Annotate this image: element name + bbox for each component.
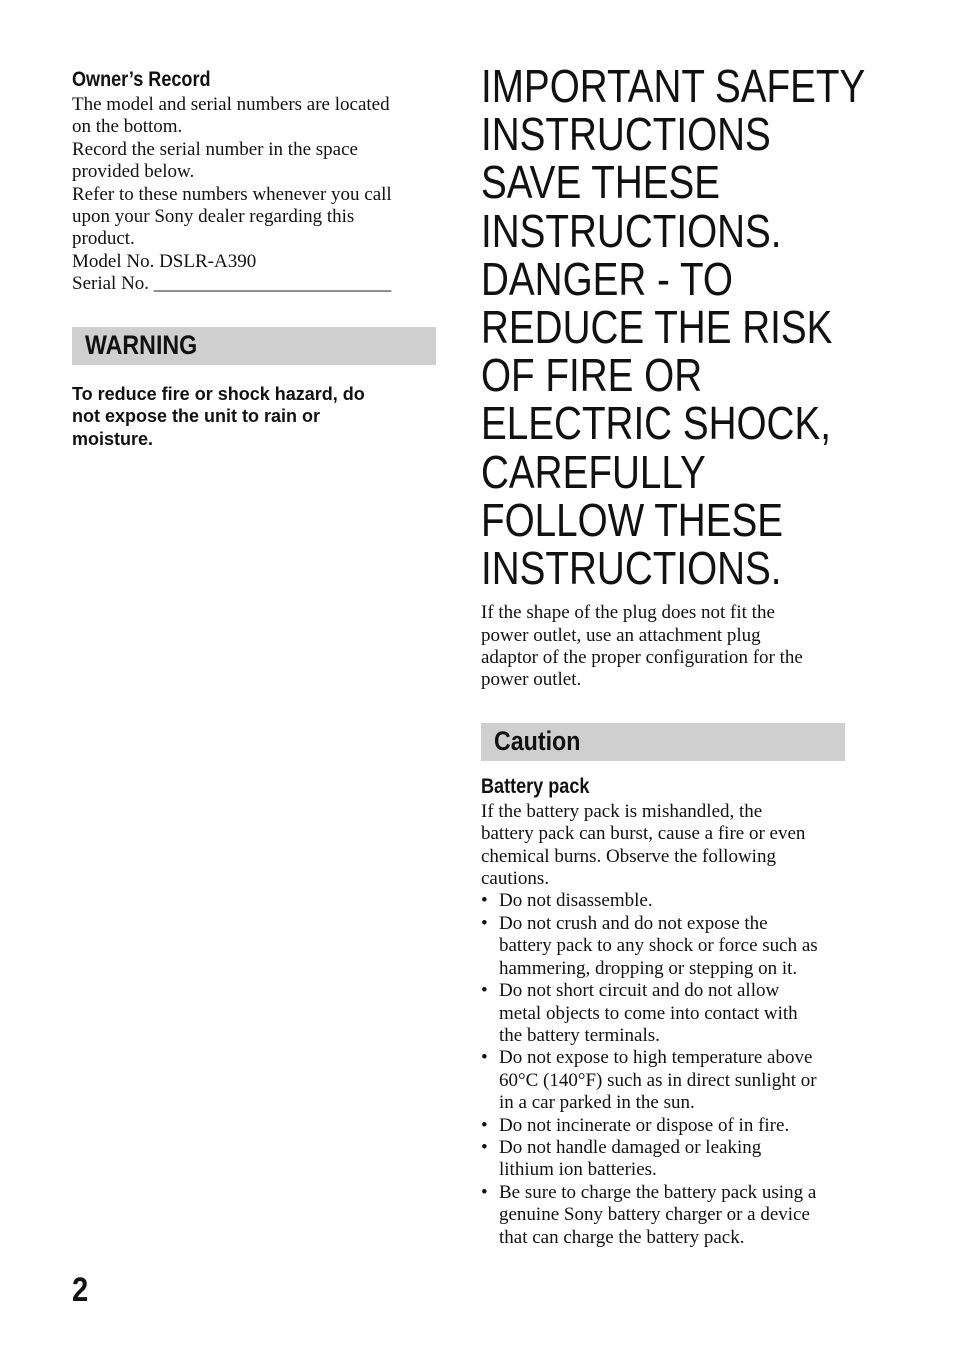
list-item-line: hammering, dropping or stepping on it. xyxy=(499,957,798,979)
battery-intro xyxy=(481,801,845,891)
safety-instructions-title xyxy=(481,60,866,595)
list-item-line: Do not disassemble. xyxy=(499,890,653,912)
list-item-line: 60°C (140°F) such as in direct sunlight or xyxy=(499,1069,817,1091)
list-item-line: metal objects to come into contact with xyxy=(499,1002,798,1024)
warning-line: moisture. xyxy=(72,429,154,450)
plug-note-line: power outlet. xyxy=(481,669,582,691)
safety-title-line: IMPORTANT SAFETY xyxy=(481,60,866,112)
owners-record-line: product. xyxy=(72,228,135,250)
bullet-icon: • xyxy=(481,1136,488,1158)
battery-intro-line: cautions. xyxy=(481,868,550,890)
list-item-line: in a car parked in the sun. xyxy=(499,1092,695,1114)
list-item-line: Do not short circuit and do not allow xyxy=(499,980,780,1002)
model-number: Model No. DSLR-A390 xyxy=(72,250,257,272)
bullet-icon: • xyxy=(481,912,488,934)
list-item-line: Do not handle damaged or leaking xyxy=(499,1136,762,1158)
list-item-line: the battery terminals. xyxy=(499,1024,660,1046)
list-item xyxy=(481,913,845,980)
list-item xyxy=(481,890,845,912)
caution-section-bar xyxy=(481,723,845,761)
list-item-line: battery pack to any shock or force such as xyxy=(499,935,818,957)
bullet-icon: • xyxy=(481,1114,488,1136)
safety-title-line: CAREFULLY xyxy=(481,445,706,498)
serial-number-blank: Serial No. _________________________ xyxy=(72,273,392,295)
list-item xyxy=(481,980,845,1047)
list-item-line: Do not incinerate or dispose of in fire. xyxy=(499,1114,790,1136)
plug-note-line: power outlet, use an attachment plug xyxy=(481,624,761,646)
list-item xyxy=(481,1182,845,1249)
list-item-line: Do not expose to high temperature above xyxy=(499,1047,813,1069)
safety-title-line: INSTRUCTIONS xyxy=(481,108,771,161)
battery-pack-heading: Battery pack xyxy=(481,774,590,798)
safety-title-line: DANGER - TO xyxy=(481,252,733,305)
bullet-icon: • xyxy=(481,980,488,1002)
warning-title: WARNING xyxy=(85,330,198,361)
plug-note-line: adaptor of the proper configuration for the xyxy=(481,647,803,669)
list-item xyxy=(481,1047,845,1114)
safety-title-line: REDUCE THE RISK xyxy=(481,301,833,354)
list-item-line: genuine Sony battery charger or a device xyxy=(499,1204,810,1226)
bullet-icon: • xyxy=(481,1181,488,1203)
plug-note-line: If the shape of the plug does not fit the xyxy=(481,602,775,624)
battery-intro-line: If the battery pack is mishandled, the xyxy=(481,800,763,822)
owners-record-line: provided below. xyxy=(72,161,195,183)
safety-title-line: SAVE THESE xyxy=(481,156,721,209)
owners-record-line: Record the serial number in the space xyxy=(72,138,358,160)
owners-record-heading: Owner’s Record xyxy=(72,68,211,91)
caution-title: Caution xyxy=(494,726,581,757)
bullet-icon: • xyxy=(481,1047,488,1069)
list-item xyxy=(481,1137,845,1182)
bullet-icon: • xyxy=(481,890,488,912)
warning-section-bar xyxy=(72,327,436,365)
owners-record-text xyxy=(72,94,436,296)
list-item xyxy=(481,1115,845,1137)
safety-title-line: INSTRUCTIONS. xyxy=(481,204,782,257)
safety-title-line: OF FIRE OR xyxy=(481,349,703,402)
list-item-line: lithium ion batteries. xyxy=(499,1159,657,1181)
warning-line: not expose the unit to rain or xyxy=(72,406,321,427)
list-item-line: Be sure to charge the battery pack using a xyxy=(499,1181,817,1203)
battery-caution-list xyxy=(481,890,845,1249)
list-item-line: that can charge the battery pack. xyxy=(499,1226,745,1248)
safety-title-line: FOLLOW THESE xyxy=(481,493,784,546)
left-column xyxy=(72,66,436,451)
battery-intro-line: battery pack can burst, cause a fire or even xyxy=(481,823,806,845)
battery-intro-line: chemical burns. Observe the following xyxy=(481,845,776,867)
warning-line: To reduce fire or shock hazard, do xyxy=(72,383,365,404)
owners-record-line: Refer to these numbers whenever you call xyxy=(72,183,392,205)
owners-record-line: on the bottom. xyxy=(72,116,183,138)
owners-record-line: The model and serial numbers are located xyxy=(72,94,390,115)
safety-title-line: INSTRUCTIONS. xyxy=(481,542,782,595)
page-number: 2 xyxy=(72,1271,89,1309)
owners-record-line: upon your Sony dealer regarding this xyxy=(72,206,355,228)
warning-text xyxy=(72,383,436,451)
right-column xyxy=(481,60,866,1249)
plug-note xyxy=(481,602,845,692)
list-item-line: Do not crush and do not expose the xyxy=(499,912,768,934)
safety-title-line: ELECTRIC SHOCK, xyxy=(481,397,831,450)
